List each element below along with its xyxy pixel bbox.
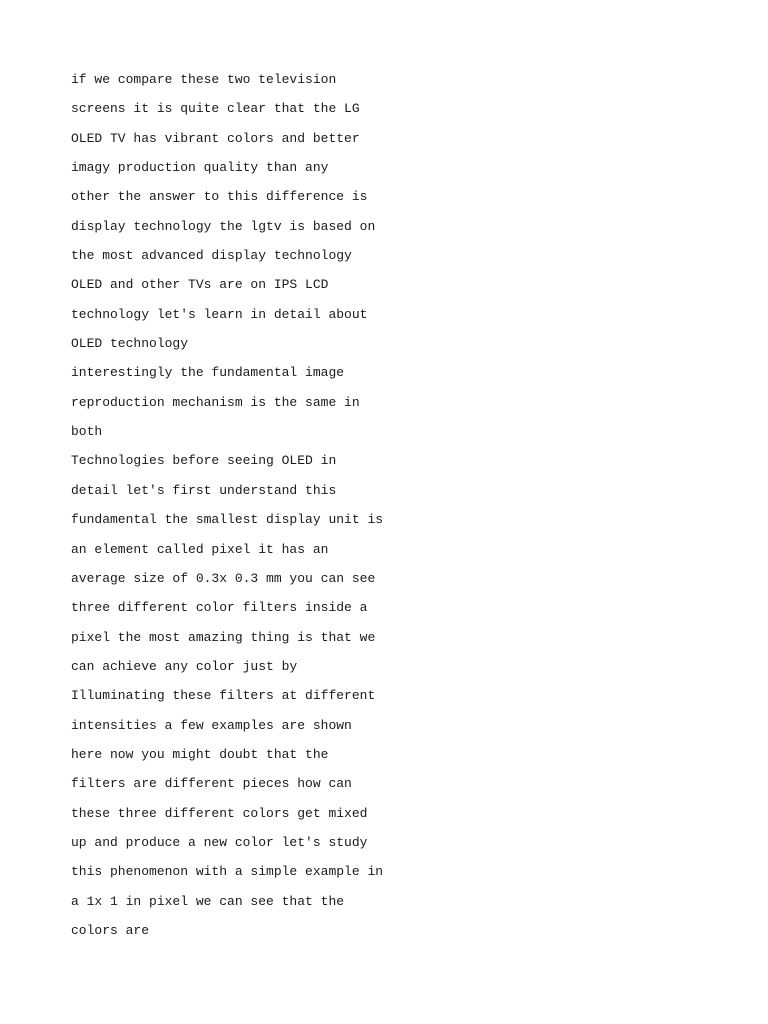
text-line: other the answer to this difference is xyxy=(71,189,368,205)
text-line: OLED and other TVs are on IPS LCD xyxy=(71,277,329,293)
text-line: OLED TV has vibrant colors and better xyxy=(71,130,360,146)
text-line: detail let's first understand this xyxy=(71,482,337,498)
text-line: both xyxy=(71,424,103,440)
text-line: technology let's learn in detail about xyxy=(71,306,368,322)
text-line: colors are xyxy=(71,922,150,938)
text-line: intensities a few examples are shown xyxy=(71,717,352,733)
text-line: filters are different pieces how can xyxy=(71,776,352,792)
text-line: here now you might doubt that the xyxy=(71,746,329,762)
text-line: up and produce a new color let's study xyxy=(71,834,368,850)
text-line: this phenomenon with a simple example in xyxy=(71,864,384,880)
text-line: reproduction mechanism is the same in xyxy=(71,394,360,410)
text-line: if we compare these two television xyxy=(71,72,337,87)
text-line: an element called pixel it has an xyxy=(71,541,329,557)
transcript-text xyxy=(71,65,383,945)
text-line: can achieve any color just by xyxy=(71,658,298,674)
text-line: a 1x 1 in pixel we can see that the xyxy=(71,893,345,909)
text-line: screens it is quite clear that the LG xyxy=(71,101,360,117)
text-line: display technology the lgtv is based on xyxy=(71,218,376,234)
text-line: these three different colors get mixed xyxy=(71,805,368,821)
text-line: fundamental the smallest display unit is xyxy=(71,512,384,528)
text-line: three different color filters inside a xyxy=(71,600,368,616)
text-line: the most advanced display technology xyxy=(71,248,352,264)
text-line: Illuminating these filters at different xyxy=(71,688,376,704)
text-line: Technologies before seeing OLED in xyxy=(71,453,337,469)
text-line: OLED technology xyxy=(71,336,189,352)
text-line: interestingly the fundamental image xyxy=(71,365,345,381)
text-line: pixel the most amazing thing is that we xyxy=(71,629,376,645)
text-line: average size of 0.3x 0.3 mm you can see xyxy=(71,570,376,586)
text-line: imagy production quality than any xyxy=(71,160,329,176)
